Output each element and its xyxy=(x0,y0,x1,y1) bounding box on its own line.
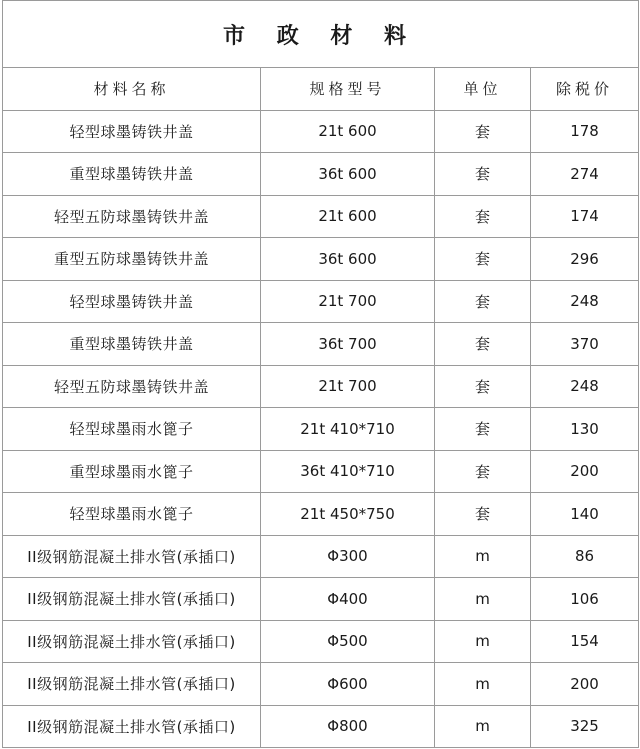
table-row xyxy=(3,195,639,238)
price-cell: 174 xyxy=(531,195,639,238)
unit-cell: m xyxy=(435,663,531,706)
price-cell: 248 xyxy=(531,280,639,323)
spec-cell: Φ500 xyxy=(261,620,435,663)
spec-cell: 21t 700 xyxy=(261,365,435,408)
unit-cell: 套 xyxy=(435,280,531,323)
price-cell: 248 xyxy=(531,365,639,408)
spec-cell: 36t 700 xyxy=(261,323,435,366)
table-row xyxy=(3,408,639,451)
unit-cell: 套 xyxy=(435,195,531,238)
material-name-cell: 轻型球墨雨水篦子 xyxy=(3,408,261,451)
material-name-cell: 重型球墨铸铁井盖 xyxy=(3,153,261,196)
title-row xyxy=(3,1,639,68)
price-cell: 200 xyxy=(531,663,639,706)
unit-cell: 套 xyxy=(435,110,531,153)
material-name-cell: II级钢筋混凝土排水管(承插口) xyxy=(3,705,261,748)
spec-cell: 21t 450*750 xyxy=(261,493,435,536)
table-row xyxy=(3,365,639,408)
table-row xyxy=(3,450,639,493)
header-row xyxy=(3,68,639,111)
material-name-cell: 轻型五防球墨铸铁井盖 xyxy=(3,195,261,238)
unit-cell: 套 xyxy=(435,493,531,536)
material-name-cell: 轻型球墨铸铁井盖 xyxy=(3,110,261,153)
table-row xyxy=(3,110,639,153)
price-cell: 274 xyxy=(531,153,639,196)
material-name-cell: II级钢筋混凝土排水管(承插口) xyxy=(3,578,261,621)
unit-cell: m xyxy=(435,578,531,621)
spec-cell: 21t 600 xyxy=(261,110,435,153)
spec-cell: Φ300 xyxy=(261,535,435,578)
table-row xyxy=(3,663,639,706)
table-row xyxy=(3,705,639,748)
unit-cell: m xyxy=(435,705,531,748)
spec-cell: 21t 700 xyxy=(261,280,435,323)
spec-cell: 36t 410*710 xyxy=(261,450,435,493)
table-row xyxy=(3,280,639,323)
material-name-cell: II级钢筋混凝土排水管(承插口) xyxy=(3,620,261,663)
unit-cell: 套 xyxy=(435,238,531,281)
column-header-price: 除税价 xyxy=(531,68,639,111)
material-name-cell: 重型球墨雨水篦子 xyxy=(3,450,261,493)
price-cell: 154 xyxy=(531,620,639,663)
price-cell: 325 xyxy=(531,705,639,748)
material-name-cell: 重型球墨铸铁井盖 xyxy=(3,323,261,366)
price-cell: 86 xyxy=(531,535,639,578)
table-row xyxy=(3,323,639,366)
table-row xyxy=(3,535,639,578)
column-header-unit: 单位 xyxy=(435,68,531,111)
material-name-cell: II级钢筋混凝土排水管(承插口) xyxy=(3,535,261,578)
table-row xyxy=(3,578,639,621)
column-header-spec: 规格型号 xyxy=(261,68,435,111)
unit-cell: 套 xyxy=(435,450,531,493)
unit-cell: 套 xyxy=(435,365,531,408)
price-cell: 106 xyxy=(531,578,639,621)
table-row xyxy=(3,153,639,196)
material-name-cell: 轻型球墨雨水篦子 xyxy=(3,493,261,536)
material-name-cell: 轻型球墨铸铁井盖 xyxy=(3,280,261,323)
unit-cell: 套 xyxy=(435,323,531,366)
material-name-cell: 轻型五防球墨铸铁井盖 xyxy=(3,365,261,408)
table-row xyxy=(3,493,639,536)
table-title: 市 政 材 料 xyxy=(3,1,639,68)
spec-cell: Φ600 xyxy=(261,663,435,706)
spec-cell: 36t 600 xyxy=(261,153,435,196)
spec-cell: 21t 600 xyxy=(261,195,435,238)
price-cell: 130 xyxy=(531,408,639,451)
unit-cell: 套 xyxy=(435,153,531,196)
spec-cell: 36t 600 xyxy=(261,238,435,281)
table-row xyxy=(3,238,639,281)
price-cell: 370 xyxy=(531,323,639,366)
material-name-cell: 重型五防球墨铸铁井盖 xyxy=(3,238,261,281)
spec-cell: 21t 410*710 xyxy=(261,408,435,451)
price-cell: 140 xyxy=(531,493,639,536)
unit-cell: m xyxy=(435,620,531,663)
price-cell: 200 xyxy=(531,450,639,493)
column-header-name: 材料名称 xyxy=(3,68,261,111)
table-body xyxy=(3,110,639,748)
unit-cell: m xyxy=(435,535,531,578)
spec-cell: Φ800 xyxy=(261,705,435,748)
price-cell: 296 xyxy=(531,238,639,281)
unit-cell: 套 xyxy=(435,408,531,451)
material-name-cell: II级钢筋混凝土排水管(承插口) xyxy=(3,663,261,706)
spec-cell: Φ400 xyxy=(261,578,435,621)
table-row xyxy=(3,620,639,663)
price-cell: 178 xyxy=(531,110,639,153)
price-table xyxy=(2,0,639,748)
